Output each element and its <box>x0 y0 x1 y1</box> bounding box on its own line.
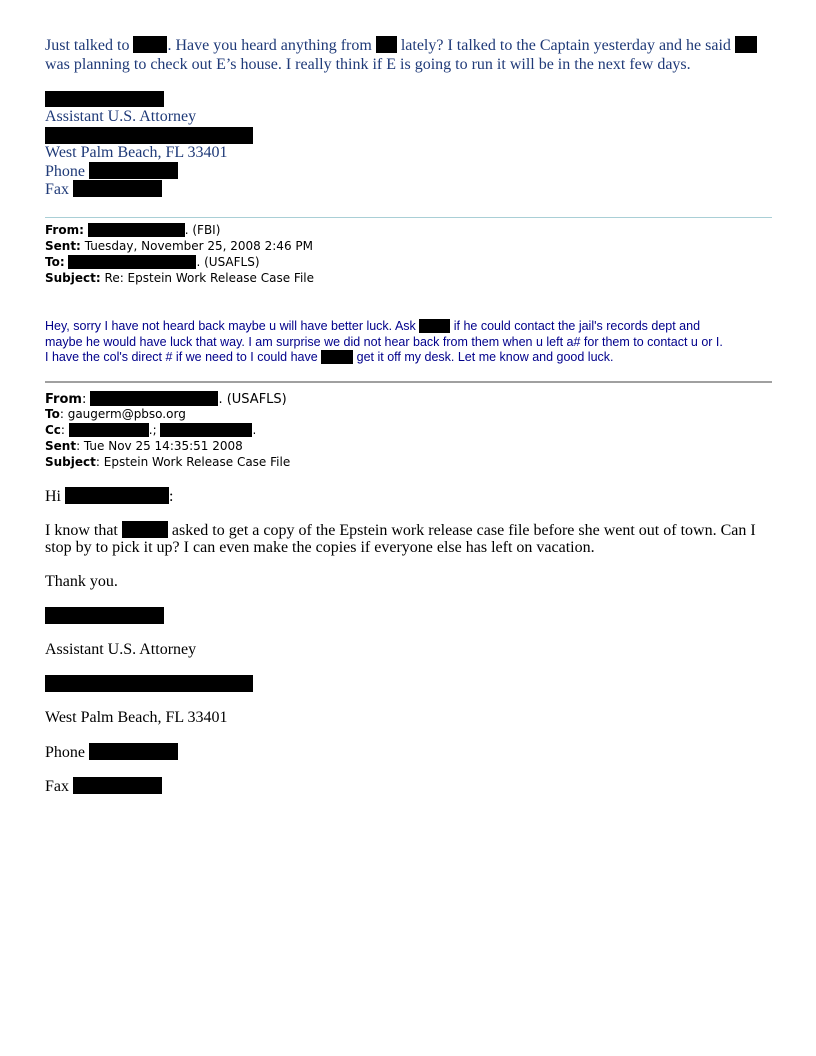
redaction-box <box>73 777 162 794</box>
fbi-body-line-1: Hey, sorry I have not heard back maybe u will have better luck. Ask if he could contact the jail's records dept and <box>45 319 701 333</box>
reply-line-2: was planning to check out E’s house. I really think if E is going to run it will be in the next few days. <box>45 56 691 73</box>
redaction-box <box>376 36 397 53</box>
redaction-box <box>321 350 353 364</box>
redaction-box <box>68 255 196 269</box>
redaction-box <box>89 743 178 760</box>
divider-rule <box>45 381 772 383</box>
redaction-box <box>45 607 164 624</box>
redaction-box <box>89 162 178 179</box>
sig-title: Assistant U.S. Attorney <box>45 641 197 658</box>
greeting-line: Hi : <box>45 488 174 505</box>
orig-subject-line: Subject: Epstein Work Release Case File <box>45 455 291 469</box>
signature-phone: Phone <box>45 162 178 181</box>
redaction-box <box>419 319 450 333</box>
fbi-body-line-3: I have the col's direct # if we need to I could have get it off my desk. Let me know and good luck. <box>45 350 614 364</box>
signature-title: Assistant U.S. Attorney <box>45 108 197 125</box>
signature-city: West Palm Beach, FL 33401 <box>45 144 228 161</box>
redaction-box <box>45 91 164 107</box>
redaction-box <box>160 423 252 437</box>
body-line-2: stop by to pick it up? I can even make the copies if everyone else has left on vacation. <box>45 539 595 556</box>
redaction-box <box>73 180 162 197</box>
redaction-box <box>133 36 167 53</box>
sig-fax: Fax <box>45 777 162 796</box>
signature-fax: Fax <box>45 180 162 199</box>
redaction-box <box>90 391 218 406</box>
orig-cc-line: Cc: .; . <box>45 423 257 437</box>
fbi-from-line: From: . (FBI) <box>45 223 221 237</box>
redaction-box <box>69 423 149 437</box>
divider-rule <box>45 217 772 218</box>
redaction-box <box>122 521 168 538</box>
redaction-box <box>45 127 253 144</box>
orig-from-line: From: . (USAFLS) <box>45 392 287 407</box>
redaction-box <box>735 36 757 53</box>
redaction-box <box>65 487 169 504</box>
orig-sent-line: Sent: Tue Nov 25 14:35:51 2008 <box>45 439 243 453</box>
redaction-box <box>88 223 185 237</box>
fbi-subject-line: Subject: Re: Epstein Work Release Case File <box>45 271 315 285</box>
redaction-box <box>45 675 253 692</box>
reply-line-1: Just talked to . Have you heard anything from lately? I talked to the Captain yesterday and he said <box>45 36 757 55</box>
fbi-body-line-2: maybe he would have luck that way. I am surprise we did not hear back from them when u left a# for them to contact u or I. <box>45 335 723 349</box>
sig-city: West Palm Beach, FL 33401 <box>45 709 228 726</box>
fbi-sent-line: Sent: Tuesday, November 25, 2008 2:46 PM <box>45 239 313 253</box>
thanks-line: Thank you. <box>45 573 118 590</box>
sig-phone: Phone <box>45 743 178 762</box>
orig-to-line: To: gaugerm@pbso.org <box>45 407 186 421</box>
fbi-to-line: To: . (USAFLS) <box>45 255 260 269</box>
body-line-1: I know that asked to get a copy of the Epstein work release case file before she went out of town. Can I <box>45 522 756 539</box>
